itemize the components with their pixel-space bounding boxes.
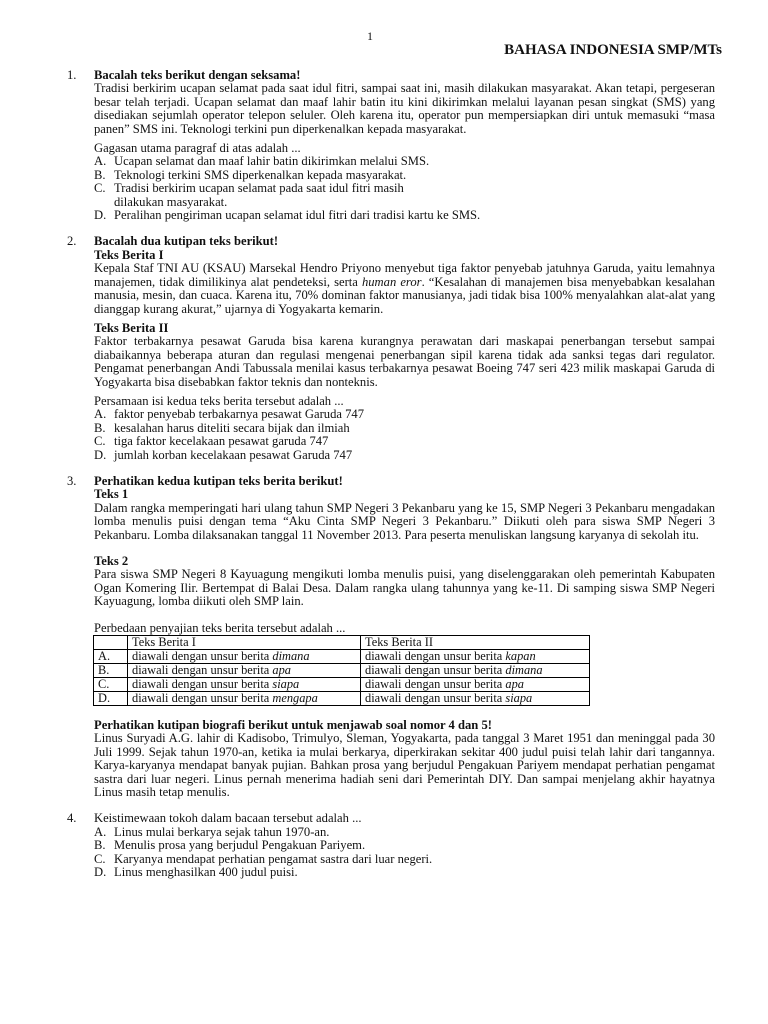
answer-option[interactable] [94, 853, 715, 866]
table-row[interactable] [94, 692, 590, 706]
option-letter: B. [94, 420, 106, 435]
table-cell: diawali dengan unsur berita mengapa [128, 692, 361, 706]
answer-option[interactable] [94, 839, 715, 852]
table-header-cell: Teks Berita II [361, 636, 590, 650]
option-letter: C. [94, 678, 128, 692]
table-row[interactable] [94, 650, 590, 664]
table-row[interactable] [94, 664, 590, 678]
option-letter: B. [94, 838, 106, 853]
option-text: Linus mulai berkarya sejak tahun 1970-an. [114, 824, 330, 839]
answer-option[interactable] [94, 209, 715, 222]
answer-options [94, 826, 715, 880]
question-1 [67, 69, 715, 222]
answer-option[interactable] [94, 826, 715, 839]
page-number: 1 [367, 29, 373, 43]
reading-passage: Tradisi berkirim ucapan selamat pada saat idul fitri, sampai saat ini, masih dilakukan masyarakat. Akan tetapi, pergeseran besar telah terjadi. Ucapan selamat dan maaf lahir batin itu kini dikirimkan melalui layanan pesan singkat (SMS) yang disediakan sejumlah operator telepon seluler. Oleh karena itu, operator pun mempersiapkan diri untuk memasuki “masa panen” SMS ini. Teknologi terkini pun diperkenalkan kepada masyarakat. [94, 81, 715, 136]
option-letter: D. [94, 208, 107, 223]
answer-option[interactable] [94, 408, 715, 421]
option-letter: C. [94, 181, 106, 196]
answer-options [94, 408, 715, 462]
option-text: Tradisi berkirim ucapan selamat pada saat idul fitri masih dilakukan masyarakat. [114, 181, 404, 209]
option-text: Teknologi terkini SMS diperkenalkan kepada masyarakat. [114, 167, 407, 182]
option-text: kesalahan harus diteliti secara bijak dan ilmiah [114, 420, 350, 435]
option-letter: B. [94, 664, 128, 678]
answer-option[interactable] [94, 155, 715, 168]
question-stem: Persamaan isi kedua teks berita tersebut adalah ... [94, 393, 344, 408]
answer-option[interactable] [94, 449, 715, 462]
option-letter: D. [94, 447, 107, 462]
table-header-row [94, 636, 590, 650]
answer-options [94, 155, 715, 222]
question-2 [67, 235, 715, 462]
question-stem: Gagasan utama paragraf di atas adalah ... [94, 141, 301, 156]
question-3 [67, 475, 715, 706]
table-cell: diawali dengan unsur berita siapa [128, 678, 361, 692]
document-body [67, 69, 715, 880]
question-number: 3. [67, 473, 77, 488]
table-cell: diawali dengan unsur berita apa [361, 678, 590, 692]
option-text: tiga faktor kecelakaan pesawat garuda 747 [114, 434, 329, 449]
reading-passage: Kepala Staf TNI AU (KSAU) Marsekal Hendro Priyono menyebut tiga faktor penyebab jatuhnya Garuda, yaitu lemahnya manajemen, tidak dimilikinya alat pendeteksi, serta human eror. “Kesalahan di manajemen bisa menyebabkan kesalahan manusia, mesin, dan cuaca. Karena itu, 70% dominan faktor manusianya, jadi tidak bisa 100% menyalahkan alat-alat yang dianggap kurang akurat,” ujarnya di Yogyakarta kemarin. [94, 261, 716, 316]
option-letter: D. [94, 865, 107, 880]
option-text: Karyanya mendapat perhatian pengamat sastra dari luar negeri. [114, 851, 433, 866]
answer-option[interactable] [94, 435, 715, 448]
section-instruction: Perhatikan kutipan biografi berikut untuk menjawab soal nomor 4 dan 5! [94, 718, 492, 733]
table-row[interactable] [94, 678, 590, 692]
question-instruction: Bacalah dua kutipan teks berikut! [94, 234, 279, 249]
answer-option[interactable] [94, 182, 715, 209]
question-number: 2. [67, 234, 77, 249]
table-cell: diawali dengan unsur berita siapa [361, 692, 590, 706]
option-text: Ucapan selamat dan maaf lahir batin dikirimkan melalui SMS. [114, 154, 430, 169]
question-stem: Keistimewaan tokoh dalam bacaan tersebut adalah ... [94, 811, 362, 826]
option-text: jumlah korban kecelakaan pesawat Garuda 747 [114, 447, 353, 462]
option-letter: C. [94, 851, 106, 866]
text-heading: Teks 2 [94, 554, 129, 568]
answer-option[interactable] [94, 169, 715, 182]
option-letter: A. [94, 154, 107, 169]
text-heading: Teks Berita II [94, 320, 169, 335]
answer-option[interactable] [94, 422, 715, 435]
reading-passage: Para siswa SMP Negeri 8 Kayuagung mengikuti lomba menulis puisi, yang diselenggarakan oleh pemerintah Kabupaten Ogan Komering Ilir. Bertempat di Balai Desa. Dalam rangka ulang tahunnya yang ke-11. Di samping siswa SMP Negeri Kayuagung, lomba diikuti oleh SMP lain. [94, 567, 715, 609]
question-instruction: Perhatikan kedua kutipan teks berita berikut! [94, 473, 343, 488]
text-heading: Teks Berita I [94, 247, 164, 262]
reading-passage: Dalam rangka memperingati hari ulang tahun SMP Negeri 3 Pekanbaru yang ke 15, SMP Negeri 3 Pekanbaru mengadakan lomba menulis puisi dengan tema “Aku Cinta SMP Negeri 3 Pekanbaru.” Diikuti oleh para siswa SMP Negeri 3 Pekanbaru. Lomba dilaksanakan tanggal 11 November 2013. Para peserta menuliskan langsung karyanya di sekolah itu. [94, 500, 715, 542]
option-letter: D. [94, 692, 128, 706]
text-heading: Teks 1 [94, 487, 129, 502]
reading-passage: Linus Suryadi A.G. lahir di Kadisobo, Trimulyo, Sleman, Yogyakarta, pada tanggal 3 Maret 1951 dan meninggal pada 30 Juli 1999. Sejak tahun 1970-an, ketika ia mulai berkarya, diperkirakan sekitar 400 judul puisi telah lahir dari tangannya. Karya-karyanya mendapat banyak pujian. Bahkan prosa yang berjudul Pengakuan Pariyem mendapat perhatian pengamat sastra dari luar negeri. Linus pernah menerima hadiah seni dari Pemerintah DIY. Dan sampai menjelang akhir hayatnya Linus masih tetap menulis. [94, 731, 715, 800]
reading-passage: Faktor terbakarnya pesawat Garuda bisa karena kurangnya perawatan dari maskapai penerbangan tersebut sampai diabaikannya beberapa aturan dan regulasi mengenai penerbangan sipil karena tidak ada sanksi tegas dari regulator. Pengamat penerbangan Andi Tabussala menilai kasus terbakarnya pesawat Boeing 747 seri 423 milik maskapai Garuda di Yogyakarta bisa disebabkan faktor teknis dan nonteknis. [94, 334, 715, 389]
option-letter: B. [94, 167, 106, 182]
table-cell: diawali dengan unsur berita dimana [128, 650, 361, 664]
question-4 [67, 812, 715, 879]
question-number: 1. [67, 68, 77, 82]
biography-section [67, 719, 715, 799]
question-stem: Perbedaan penyajian teks berita tersebut adalah ... [94, 620, 346, 635]
question-number: 4. [67, 811, 77, 826]
answer-option[interactable] [94, 866, 715, 879]
option-text: faktor penyebab terbakarnya pesawat Garuda 747 [114, 407, 365, 422]
table-cell: diawali dengan unsur berita dimana [361, 664, 590, 678]
table-header-cell: Teks Berita I [128, 636, 361, 650]
option-letter: C. [94, 434, 106, 449]
option-letter: A. [94, 407, 107, 422]
table-cell: diawali dengan unsur berita kapan [361, 650, 590, 664]
option-text: Linus menghasilkan 400 judul puisi. [114, 865, 298, 880]
answer-table [93, 635, 590, 706]
table-cell: diawali dengan unsur berita apa [128, 664, 361, 678]
option-letter: A. [94, 824, 107, 839]
option-letter: A. [94, 650, 128, 664]
option-text: Peralihan pengiriman ucapan selamat idul fitri dari tradisi kartu ke SMS. [114, 208, 481, 223]
question-instruction: Bacalah teks berikut dengan seksama! [94, 68, 301, 82]
document-title: BAHASA INDONESIA SMP/MTs [504, 42, 722, 58]
option-text: Menulis prosa yang berjudul Pengakuan Pariyem. [114, 838, 366, 853]
